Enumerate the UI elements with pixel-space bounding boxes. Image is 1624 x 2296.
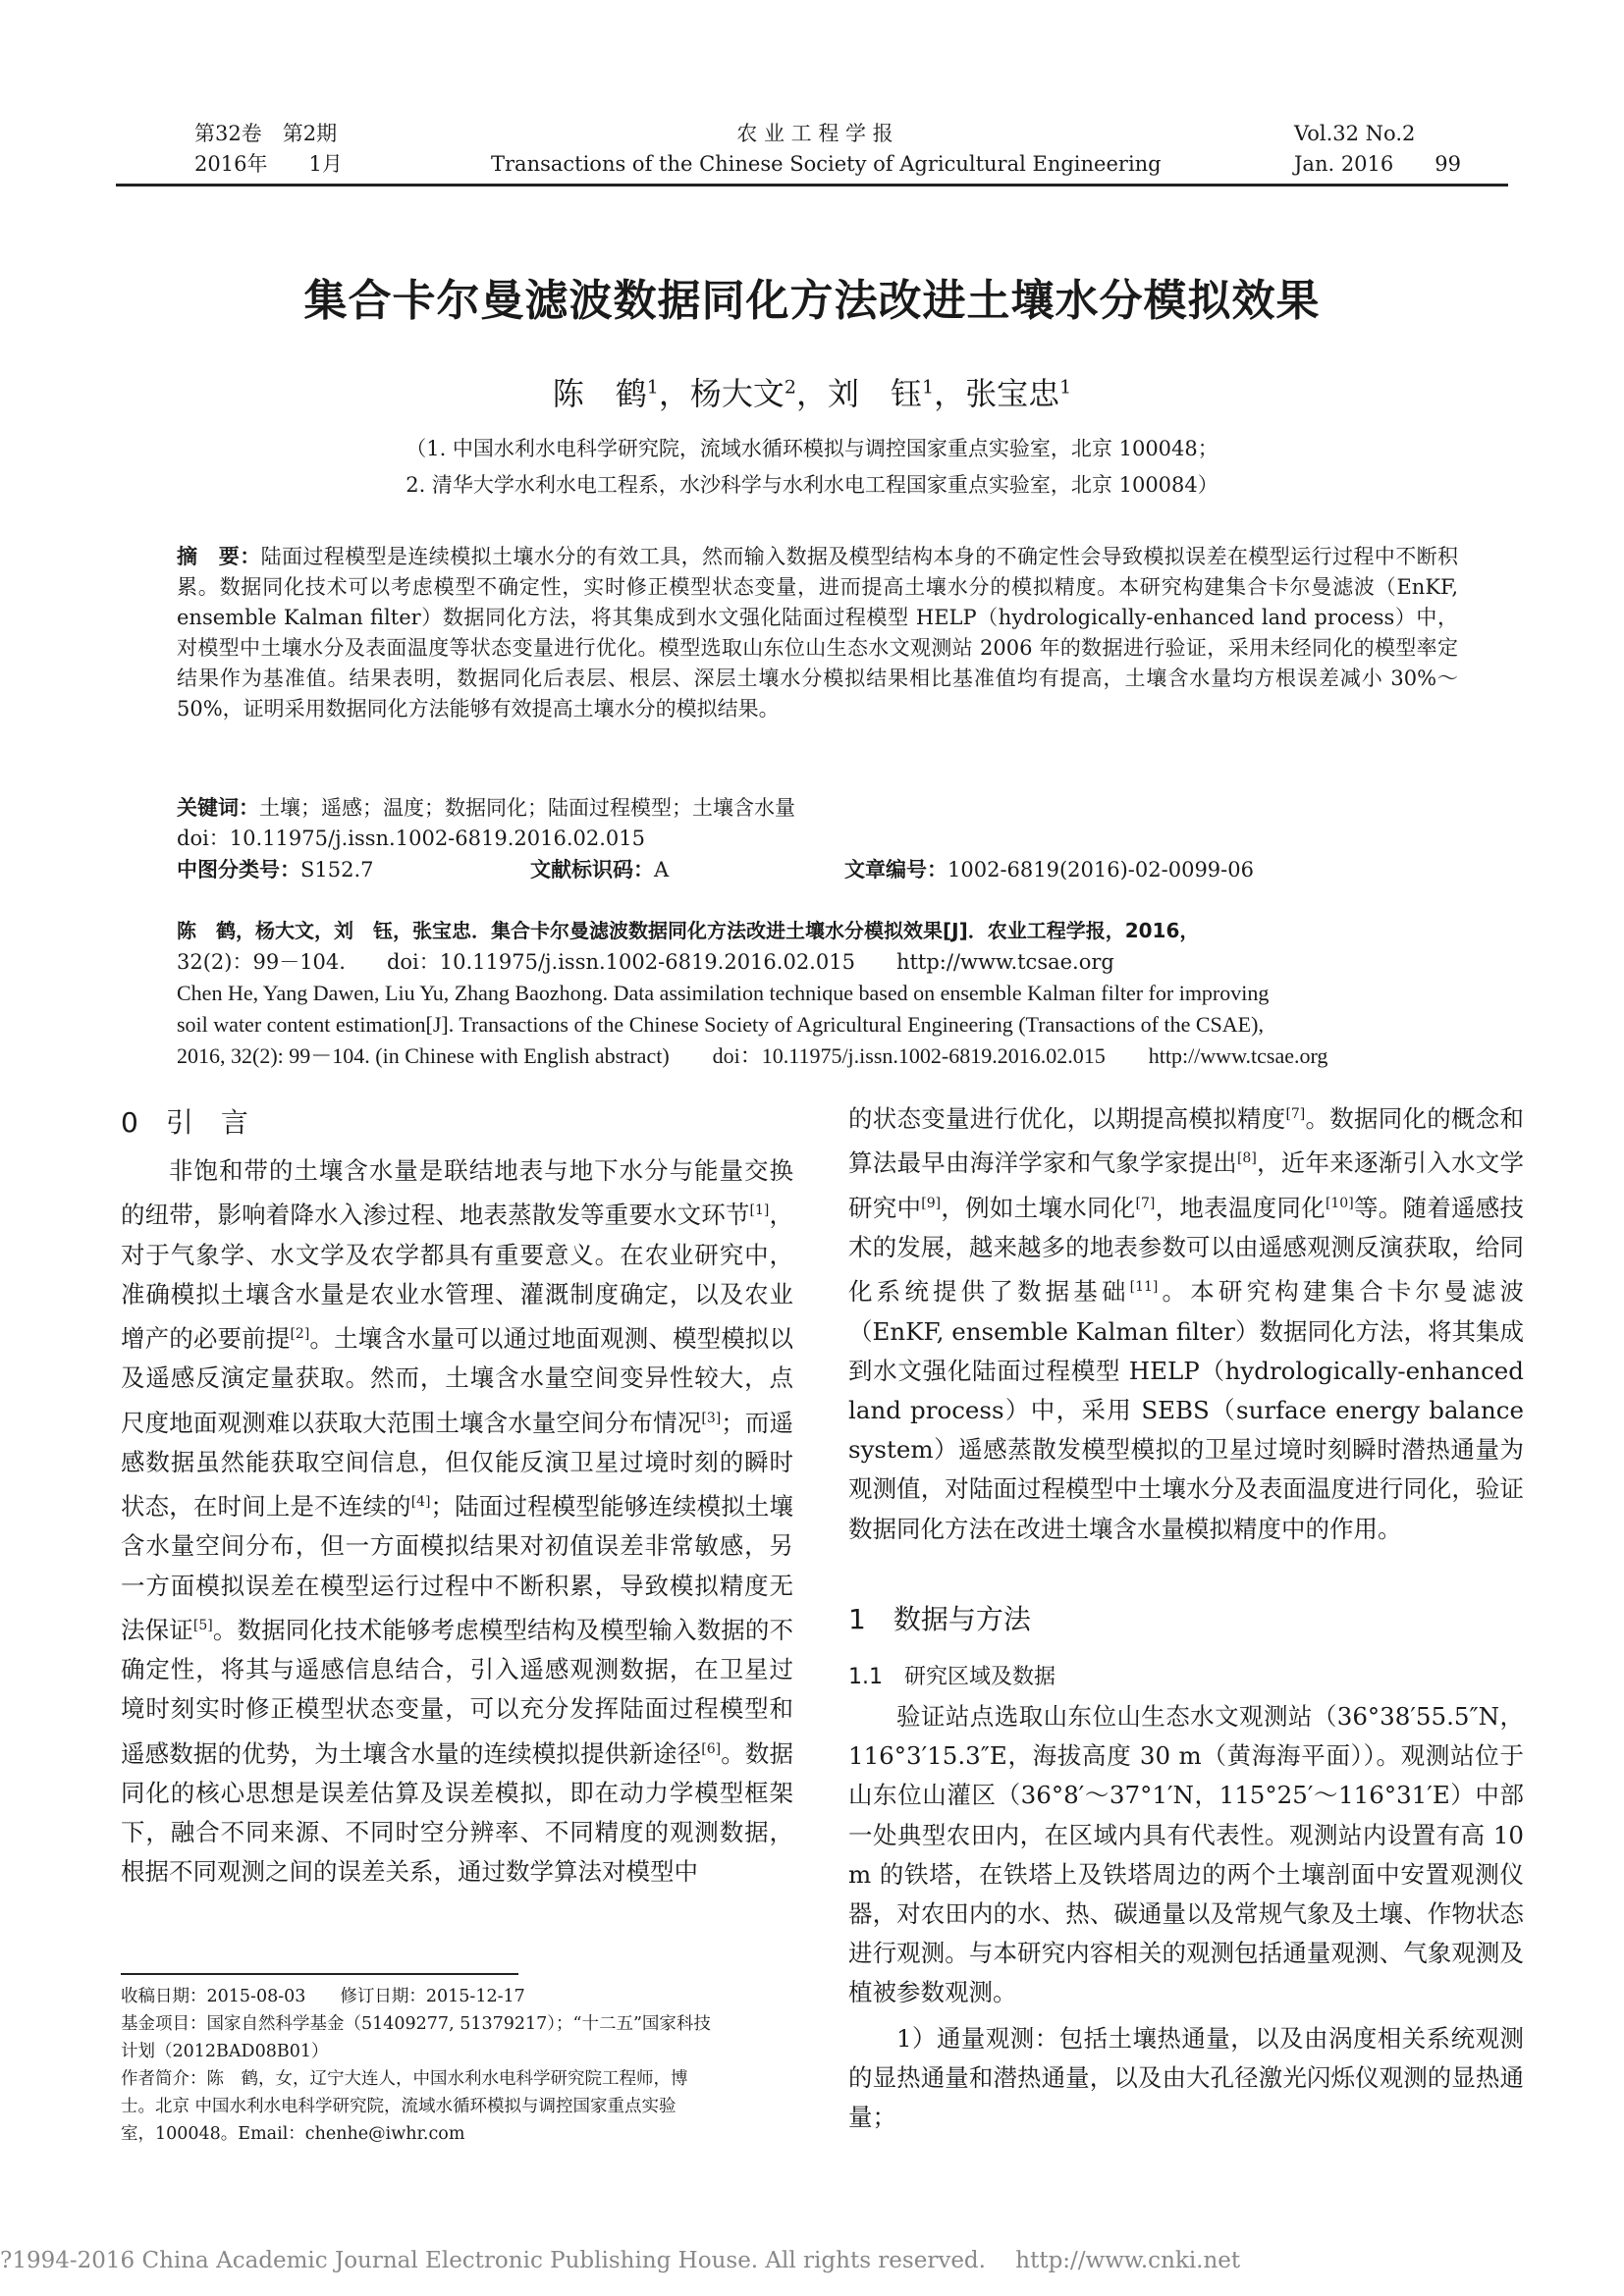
footnote-rule — [121, 1973, 518, 1975]
header-volume: 第32卷 第2期 — [194, 122, 338, 145]
classification-line: 中图分类号：S152.7 — [177, 858, 374, 881]
author: 陈 鹤 — [552, 375, 647, 412]
document-code: 文献标识码：A — [530, 858, 670, 881]
affiliation: （1. 中国水利水电科学研究院，流域水循环模拟与调控国家重点实验室，北京 100048； — [406, 437, 1218, 460]
section-heading-introduction: 0 引 言 — [121, 1106, 248, 1139]
citation-en: Chen He, Yang Dawen, Liu Yu, Zhang Baozhong. Data assimilation technique based on ensemble Kalman filter for improving — [177, 981, 1270, 1005]
header-date-cn: 2016年 1月 — [194, 152, 343, 176]
citation-cn: 32(2)：99－104. doi：10.11975/j.issn.1002-6819.2016.02.015 http://www.tcsae.org — [177, 950, 1114, 974]
section-heading-methods: 1 数据与方法 — [848, 1603, 1031, 1635]
paragraph: 验证站点选取山东位山生态水文观测站（36°38′55.5″N，116°3′15.3″E，海拔高度 30 m（黄海海平面））。观测站位于山东位山灌区（36°8′～37°1′N，115°25′～116°31′E）中部一处典型农田内，在区域内具有代表性。观测站内设置有高 10 m 的铁塔，在铁塔上及铁塔周边的两个土壤剖面中安置观测仪器，对农田内的水、热、碳通量以及常规气象及土壤、作物状态进行观测。与本研究内容相关的观测包括通量观测、气象观测及植被参数观测。 — [848, 1702, 1524, 2007]
fund-info: 基金项目：国家自然科学基金（51409277, 51379217）；“十二五”国家科技 — [121, 2014, 711, 2034]
abstract-label: 摘 要： — [177, 545, 261, 568]
header-rule — [116, 184, 1508, 187]
author-bio: 室，100048。Email：chenhe@iwhr.com — [121, 2124, 465, 2144]
citation-cn: 陈 鹤，杨大文，刘 钰，张宝忠．集合卡尔曼滤波数据同化方法改进土壤水分模拟效果[J]．农业工程学报，2016， — [177, 919, 1200, 942]
copyright-watermark: ?1994-2016 China Academic Journal Electronic Publishing House. All rights reserved. http://www.cnki.net — [0, 2248, 1241, 2273]
header-date-en: Jan. 2016 99 — [1294, 152, 1461, 176]
doi: doi：10.11975/j.issn.1002-6819.2016.02.015 — [177, 827, 645, 850]
clc-number: S152.7 — [300, 858, 374, 881]
article-number: 文章编号：1002-6819(2016)-02-0099-06 — [844, 858, 1254, 881]
abstract-text: 陆面过程模型是连续模拟土壤水分的有效工具，然而输入数据及模型结构本身的不确定性会导致模拟误差在模型运行过程中不断积累。数据同化技术可以考虑模型不确定性，实时修正模型状态变量，进而提高土壤水分的模拟精度。本研究构建集合卡尔曼滤波（EnKF, ensemble Kalman filter）数据同化方法，将其集成到水文强化陆面过程模型 HELP（hydrologically-enhanced land process）中，对模型中土壤水分及表面温度等状态变量进行优化。模型选取山东位山生态水文观测站 2006 年的数据进行验证，采用未经同化的模型率定结果作为基准值。结果表明，数据同化后表层、根层、深层土壤水分模拟结果相比基准值均有提高，土壤含水量均方根误差减小 30%～50%，证明采用数据同化方法能够有效提高土壤水分的模拟结果。 — [177, 545, 1459, 721]
author-bio: 士。北京 中国水利水电科学研究院，流域水循环模拟与调控国家重点实验 — [121, 2097, 677, 2116]
author-list: 陈 鹤$^1$，杨大文$^2$，刘 钰$^1$，张宝忠$^1$ — [552, 375, 1072, 412]
author: 杨大文 — [689, 375, 785, 412]
header-journal-en: Transactions of the Chinese Society of Agricultural Engineering — [491, 152, 1162, 176]
received-date: 收稿日期：2015-08-03 修订日期：2015-12-17 — [121, 1987, 525, 2006]
right-column-top — [848, 1095, 1524, 1549]
affiliation: 2. 清华大学水利水电工程系，水沙科学与水利水电工程国家重点实验室，北京 100084） — [406, 473, 1218, 497]
fund-info: 计划（2012BAD08B01） — [121, 2042, 329, 2061]
author: 张宝忠 — [965, 375, 1060, 412]
intro-column — [121, 1151, 793, 1893]
footnotes — [121, 1983, 808, 2148]
paper-title: 集合卡尔曼滤波数据同化方法改进土壤水分模拟效果 — [303, 276, 1321, 326]
keywords: 关键词：土壤；遥感；温度；数据同化；陆面过程模型；土壤含水量 — [177, 796, 795, 820]
subsection-heading-study-area: 1.1 研究区域及数据 — [848, 1665, 1056, 1689]
abstract — [177, 542, 1458, 724]
paragraph: 1）通量观测：包括土壤热通量，以及由涡度相关系统观测的显热通量和潜热通量，以及由大孔径激光闪烁仪观测的显热通量； — [848, 2023, 1524, 2132]
right-column-bottom — [848, 1697, 1524, 2137]
paragraph: 非饱和带的土壤含水量是联结地表与地下水分与能量交换的纽带，影响着降水入渗过程、地表蒸散发等重要水文环节[1]，对于气象学、水文学及农学都具有重要意义。在农业研究中，准确模拟土壤含水量是农业水管理、灌溉制度确定，以及农业增产的必要前提[2]。土壤含水量可以通过地面观测、模型模拟以及遥感反演定量获取。然而，土壤含水量空间变异性较大，点尺度地面观测难以获取大范围土壤含水量空间分布情况[3]；而遥感数据虽然能获取空间信息，但仅能反演卫星过境时刻的瞬时状态，在时间上是不连续的[4]；陆面过程模型能够连续模拟土壤含水量空间分布，但一方面模拟结果对初值误差非常敏感，另一方面模拟误差在模型运行过程中不断积累，导致模拟精度无法保证[5]。数据同化技术能够考虑模型结构及模型输入数据的不确定性，将其与遥感信息结合，引入遥感观测数据，在卫星过境时刻实时修正模型状态变量，可以充分发挥陆面过程模型和遥感数据的优势，为土壤含水量的连续模拟提供新途径[6]。数据同化的核心思想是误差估算及误差模拟，即在动力学模型框架下，融合不同来源、不同时空分辨率、不同精度的观测数据，根据不同观测之间的误差关系，通过数学算法对模型中 — [121, 1156, 794, 1887]
page-number: 99 — [1435, 152, 1461, 176]
author: 刘 钰 — [828, 375, 923, 412]
citation-en: 2016, 32(2): 99－104. (in Chinese with English abstract) doi：10.11975/j.issn.1002-6819.2016.02.015 http://www.tcsae.org — [177, 1043, 1328, 1068]
header-vol-en: Vol.32 No.2 — [1294, 122, 1416, 145]
paragraph: 的状态变量进行优化，以期提高模拟精度[7]。数据同化的概念和算法最早由海洋学家和气象学家提出[8]，近年来逐渐引入水文学研究中[9]，例如土壤水同化[7]，地表温度同化[10]等。随着遥感技术的发展，越来越多的地表参数可以由遥感观测反演获取，给同化系统提供了数据基础[11]。本研究构建集合卡尔曼滤波（EnKF, ensemble Kalman filter）数据同化方法，将其集成到水文强化陆面过程模型 HELP（hydrologically-enhanced land process）中，采用 SEBS（surface energy balance system）遥感蒸散发模型模拟的卫星过境时刻瞬时潜热通量为观测值，对陆面过程模型中土壤水分及表面温度进行同化，验证数据同化方法在改进土壤含水量模拟精度中的作用。 — [848, 1104, 1525, 1543]
citation-en: soil water content estimation[J]. Transactions of the Chinese Society of Agricultural Engineering (Transactions of the CSAE), — [177, 1012, 1264, 1037]
author-bio: 作者简介：陈 鹤，女，辽宁大连人，中国水利水电科学研究院工程师，博 — [121, 2069, 688, 2089]
header-journal-cn: 农 业 工 程 学 报 — [736, 122, 893, 145]
